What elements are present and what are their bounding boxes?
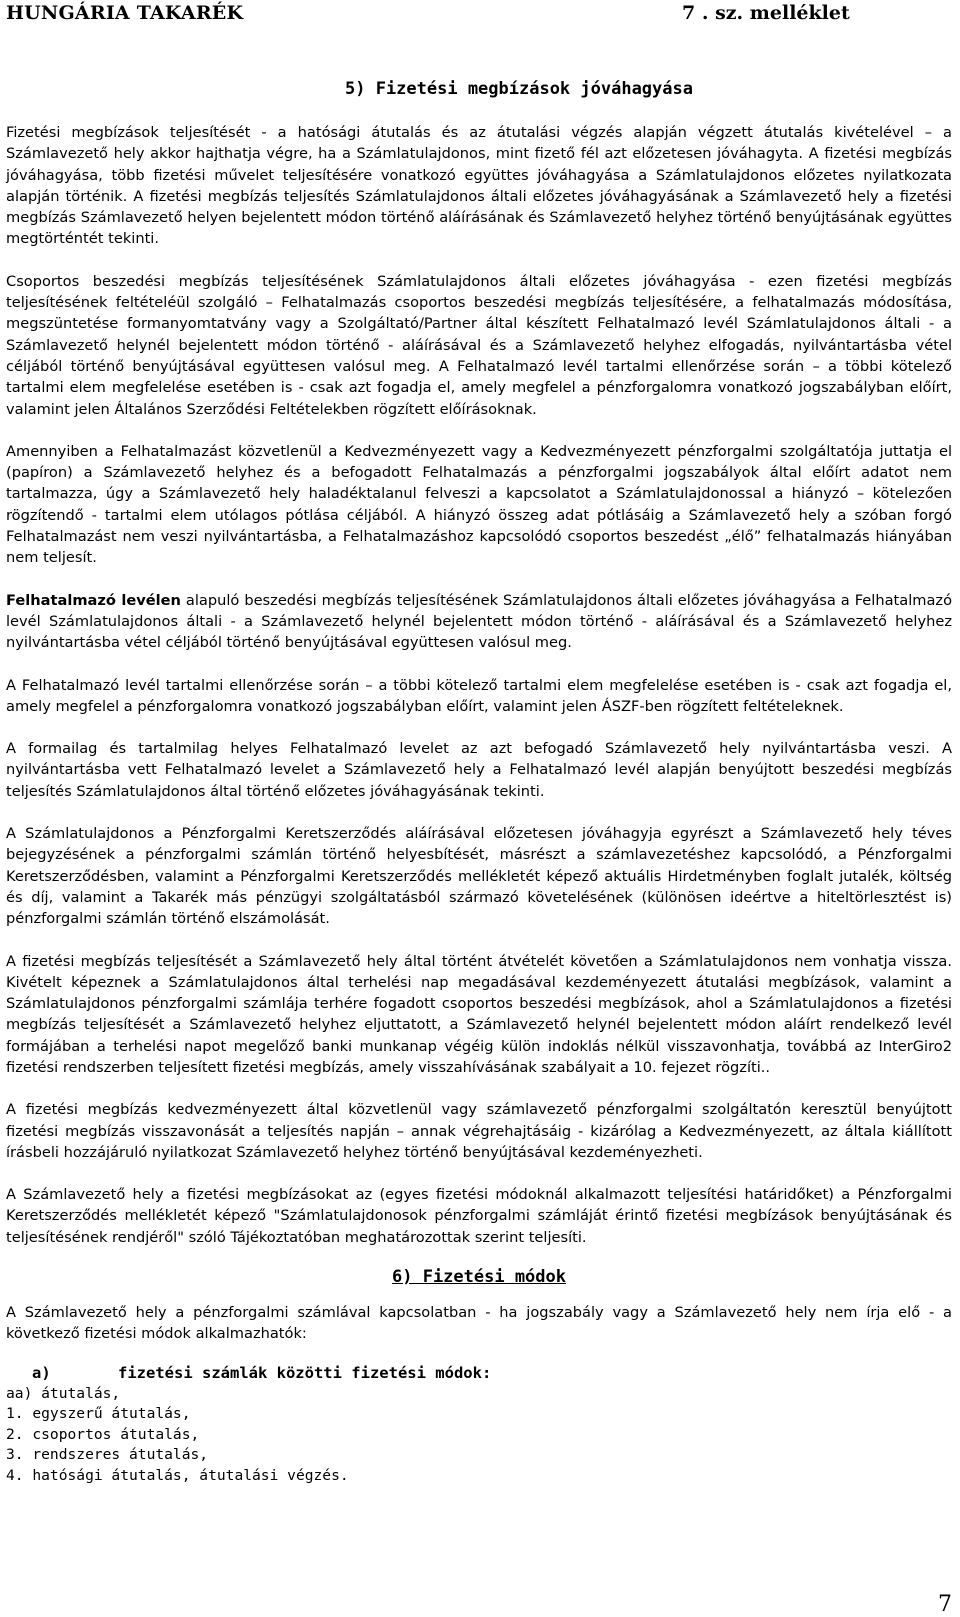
list-item: 2. csoportos átutalás,: [6, 1425, 200, 1443]
list-item: 3. rendszeres átutalás,: [6, 1446, 209, 1464]
section-6-title: 6) Fizetési módok: [392, 1267, 566, 1288]
page-number: 7: [938, 1592, 952, 1617]
list-item: aa) átutalás,: [6, 1384, 121, 1402]
list-item: 4. hatósági átutalás, átutalási végzés.: [6, 1466, 349, 1484]
paragraph-4: [6, 590, 952, 654]
paragraph-4-text: alapuló beszedési megbízás teljesítésének Számlatulajdonos általi előzetes jóváhagyása a Felhatalmazó levél Számlatulajdonos általi - a Számlavezető helynél bejelentett módon történő - aláírásával és a Számlavezető helyhez nyilvántartásba vétel céljából történő benyújtásával együttesen valósul meg.: [6, 591, 952, 652]
subsection-a-label: a): [32, 1363, 51, 1382]
bank-name: HUNGÁRIA TAKARÉK: [6, 2, 244, 24]
section-6-intro: A Számlavezető hely a pénzforgalmi számlával kapcsolatban - ha jogszabály vagy a Számlavezető hely nem írja elő - a következő fizetési módok alkalmazhatók:: [6, 1304, 952, 1343]
page-header: [6, 2, 952, 30]
payment-methods-list: [6, 1384, 952, 1487]
paragraph-8: A fizetési megbízás teljesítését a Számlavezető hely által történt átvételét követően a Számlatulajdonos nem vonhatja vissza. Kivételt képeznek a Számlatulajdonos által terhelési nap megadásával kezdeményezett átutalási megbízások, valamint a Számlatulajdonos pénzforgalmi számlája terhére fogadott csoportos beszedési megbízások, ahol a Számlatulajdonos a fizetési megbízás teljesítését a Számlavezető helyhez eljuttatott, a Számlavezető helynél bejelentett módon aláírt rendelkező levél formájában a terhelési napot megelőző banki munkanap végéig külön indoklás nélkül visszavonhatja, továbbá az InterGiro2 fizetési rendszerben teljesített fizetési megbízás, amely visszahívásának szabályait a 10. fejezet rögzíti..: [6, 952, 952, 1076]
subsection-a-heading: [6, 1363, 952, 1384]
paragraph-6: A formailag és tartalmilag helyes Felhatalmazó levelet az azt befogadó Számlavezető hely nyilvántartásba veszi. A nyilvántartásba vett Felhatalmazó levelet a Számlavezető hely a Felhatalmazó levél alapján benyújtott beszedési megbízás teljesítés Számlatulajdonos által történő előzetes jóváhagyásának tekinti.: [6, 740, 952, 800]
section-5-title: 5) Fizetési megbízások jóváhagyása: [345, 79, 693, 99]
annex-label: 7 . sz. melléklet: [682, 2, 850, 24]
subsection-a-title: fizetési számlák közötti fizetési módok:: [118, 1363, 492, 1382]
paragraph-3: Amennyiben a Felhatalmazást közvetlenül a Kedvezményezett vagy a Kedvezményezett pénzforgalmi szolgáltatója juttatja el (papíron) a Számlavezető helyhez és a befogadott Felhatalmazás a pénzforgalmi jogszabályok által előírt adatot nem tartalmazza, úgy a Számlavezető hely haladéktalanul felveszi a kapcsolatot a Számlatulajdonossal a hiányzó – kötelezően rögzítendő - tartalmi elem utólagos pótlása céljából. A hiányzó összeg adat pótlásáig a Számlavezető hely a szóban forgó Felhatalmazást nem veszi nyilvántartásba, a Felhatalmazáshoz kapcsolódó csoportos beszedést „élő” felhatalmazás hiányában nem teljesít.: [6, 442, 952, 567]
paragraph-2: Csoportos beszedési megbízás teljesítésének Számlatulajdonos általi előzetes jóváhagyása - ezen fizetési megbízás teljesítésének feltételéül szolgáló – Felhatalmazás csoportos beszedési megbízás teljesítésére, a felhatalmazás módosítása, megszüntetése formanyomtatvány vagy a Szolgáltató/Partner által készített Felhatalmazó levél Számlatulajdonos általi - a Számlavezető helynél bejelentett módon történő - aláírásával és a Számlavezető helyhez elfogadás, nyilvántartásba vétel céljából történő benyújtásával együttesen valósul meg. A Felhatalmazó levél tartalmi ellenőrzése során – a többi kötelező tartalmi elem megfelelése esetében is - csak azt fogadja el, amely megfelel a pénzforgalomra vonatkozó jogszabályban előírt, valamint jelen Általános Szerződési Feltételekben rögzített előírásoknak.: [6, 272, 952, 418]
paragraph-4-bold: Felhatalmazó levélen: [6, 591, 181, 609]
paragraph-9: A fizetési megbízás kedvezményezett által közvetlenül vagy számlavezető pénzforgalmi szolgáltatón keresztül benyújtott fizetési megbízás visszavonását a teljesítés napján – annak végrehajtásáig - kizárólag a Kedvezményezett, az általa kiállított írásbeli hozzájáruló nyilatkozat Számlavezető helyhez történő benyújtásával kezdeményezheti.: [6, 1101, 952, 1161]
paragraph-1: Fizetési megbízások teljesítését - a hatósági átutalás és az átutalási végzés alapján végzett átutalás kivételével – a Számlavezető hely akkor hajthatja végre, ha a Számlatulajdonos, mint fizető fél azt előzetesen jóváhagyta. A fizetési megbízás jóváhagyása, több fizetési művelet teljesítésére vonatkozó együttes jóváhagyása a Számlatulajdonos előzetes nyilatkozata alapján történik. A fizetési megbízás teljesítés Számlatulajdonos általi előzetes jóváhagyásának a Számlavezető hely a fizetési megbízás Számlavezető helyen bejelentett módon történő aláírásának és Számlavezető helyhez történő benyújtásának együttes megtörténtét tekinti.: [6, 124, 952, 248]
paragraph-7: A Számlatulajdonos a Pénzforgalmi Keretszerződés aláírásával előzetesen jóváhagyja egyrészt a Számlavezető hely téves bejegyzésének a pénzforgalmi számlán történő helyesbítését, másrészt a számlavezetéshez kapcsolódó, a Pénzforgalmi Keretszerződésben, valamint a Pénzforgalmi Keretszerződés mellékletét képező aktuális Hirdetményben foglalt jutalék, költség és díj, valamint a Takarék más pénzügyi szolgáltatásból származó követelésének (különösen ideértve a hiteltörlesztést is) pénzforgalmi számlán történő elszámolását.: [6, 825, 952, 928]
list-item: 1. egyszerű átutalás,: [6, 1405, 191, 1423]
paragraph-5: A Felhatalmazó levél tartalmi ellenőrzése során – a többi kötelező tartalmi elem megfelelése esetében is - csak azt fogadja el, amely megfelel a pénzforgalomra vonatkozó jogszabályban előírt, valamint jelen ÁSZF-ben rögzített feltételeknek.: [6, 676, 952, 715]
document-body: [6, 78, 952, 1486]
paragraph-10: A Számlavezető hely a fizetési megbízásokat az (egyes fizetési módoknál alkalmazott teljesítési határidőket) a Pénzforgalmi Keretszerződés mellékletét képező "Számlatulajdonosok pénzforgalmi számláját érintő fizetési megbízások benyújtásának és teljesítésének rendjéről" szóló Tájékoztatóban meghatározottak szerint teljesíti.: [6, 1186, 952, 1246]
